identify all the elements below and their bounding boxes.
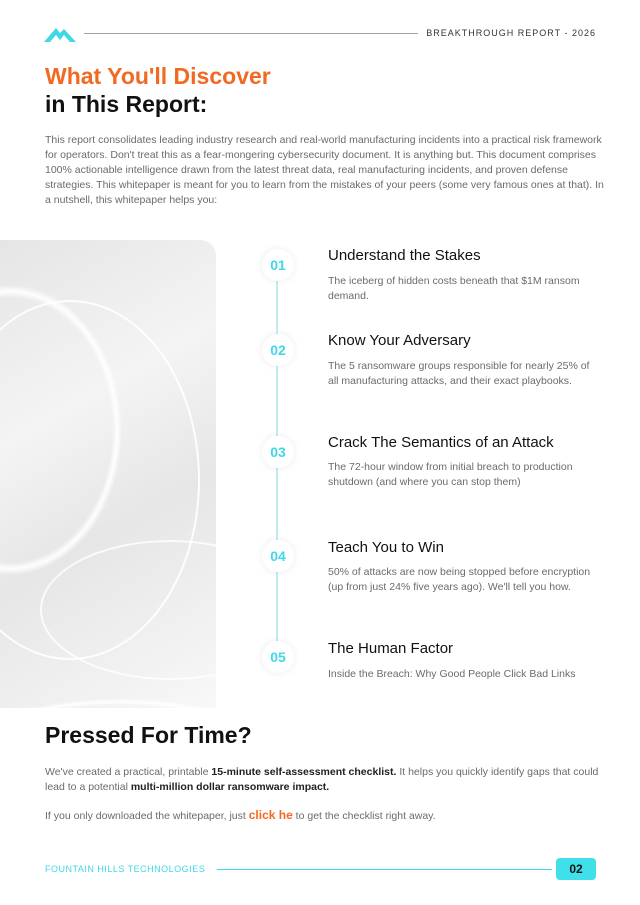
step-title-1: Understand the Stakes (328, 247, 481, 264)
step-title-2: Know Your Adversary (328, 332, 471, 349)
pressed-title: Pressed For Time? (45, 722, 252, 748)
step-desc-3: The 72-hour window from initial breach to production shutdown (and where you can stop them) (328, 461, 573, 488)
checklist-description: We've created a practical, printable 15-minute self-assessment checklist. It helps you quickly identify gaps that could lead to a potential multi-million dollar ransomware impact. (45, 766, 599, 793)
step-desc-2: The 5 ransomware groups responsible for nearly 25% of all manufacturing attacks, and their exact playbooks. (328, 360, 590, 387)
step-desc-5: Inside the Breach: Why Good People Click Bad Links (328, 668, 576, 680)
step-title-5: The Human Factor (328, 640, 454, 657)
mountain-logo-icon (44, 24, 76, 44)
intro-paragraph: This report consolidates leading industry research and real-world manufacturing incidents into a practical risk framework for operators. Don't treat this as a fear-mongering cybersecurity document. It is anything but. This document comprises 100% actionable intelligence drawn from the latest threat data, real manufacturing incidents, and proven defense strategies. This whitepaper is meant for you to learn from the mistakes of your peers (some very famous ones at that). In a nutshell, this whitepaper helps you: (45, 134, 604, 206)
step-title-4: Teach You to Win (328, 539, 444, 556)
step-number-4: 04 (262, 540, 294, 572)
step-number-2: 02 (262, 334, 294, 366)
step-desc-4: 50% of attacks are now being stopped before encryption (up from just 24% five years ago). We'll tell you how. (328, 566, 591, 593)
step-number-3: 03 (262, 436, 294, 468)
footer-company: FOUNTAIN HILLS TECHNOLOGIES (45, 864, 206, 874)
footer-divider (217, 869, 552, 870)
title-line-1: What You'll Discover (45, 63, 271, 89)
hero-image (0, 240, 216, 708)
page-footer (45, 858, 596, 880)
step-desc-1: The iceberg of hidden costs beneath that $1M ransom demand. (328, 275, 580, 302)
report-tag: BREAKTHROUGH REPORT - 2026 (426, 28, 596, 38)
header-divider (84, 33, 418, 34)
checklist-link[interactable]: click he (248, 808, 293, 822)
page-number-badge: 02 (556, 858, 596, 880)
page-title (45, 62, 271, 118)
page-header (44, 22, 596, 46)
checklist-cta: If you only downloaded the whitepaper, just click he to get the checklist right away. (45, 808, 436, 822)
step-number-5: 05 (262, 641, 294, 673)
step-number-1: 01 (262, 249, 294, 281)
step-title-3: Crack The Semantics of an Attack (328, 434, 554, 451)
title-line-2: in This Report: (45, 91, 208, 117)
